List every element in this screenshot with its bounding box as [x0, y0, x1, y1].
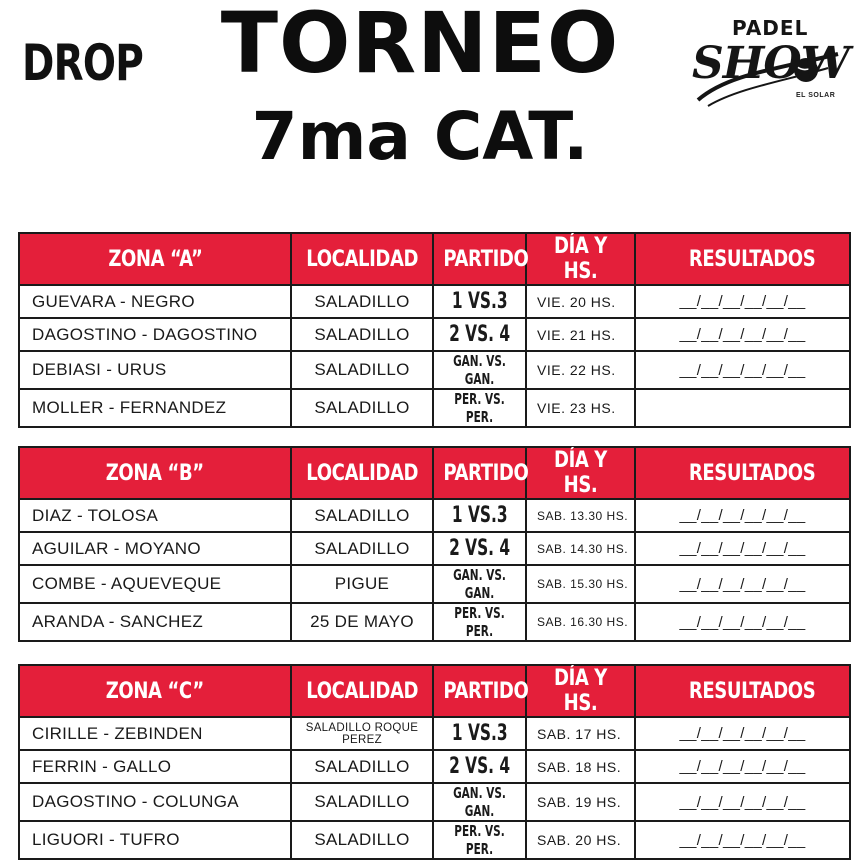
locality-cell: SALADILLO: [291, 783, 433, 821]
team-cell: CIRILLE - ZEBINDEN: [19, 717, 291, 750]
localidad-header: [291, 665, 433, 717]
table-row: [19, 717, 850, 750]
localidad-header: [291, 233, 433, 285]
resultados-header-text: RESULTADOS: [688, 460, 816, 486]
zone-name-header-text: ZONA “B”: [106, 460, 204, 486]
locality-cell: SALADILLO ROQUE PEREZ: [291, 717, 433, 750]
table-row: [19, 565, 850, 603]
result-cell: __/__/__/__/__/__: [635, 565, 850, 603]
day-cell: VIE. 22 HS.: [526, 351, 635, 389]
match-text: GAN. VS. GAN.: [453, 566, 506, 602]
locality-cell: PIGUE: [291, 565, 433, 603]
result-cell: __/__/__/__/__/__: [635, 318, 850, 351]
partido-header: [433, 665, 529, 717]
team-cell: AGUILAR - MOYANO: [19, 532, 291, 565]
table-row: [19, 783, 850, 821]
resultados-header-text: RESULTADOS: [688, 246, 816, 272]
match-text: 1 VS.3: [451, 721, 508, 746]
localidad-header: [291, 447, 433, 499]
resultados-header-text: RESULTADOS: [688, 678, 816, 704]
locality-cell: SALADILLO: [291, 318, 433, 351]
resultados-header: [635, 665, 850, 717]
day-cell: SAB. 14.30 HS.: [526, 532, 635, 565]
day-cell: SAB. 16.30 HS.: [526, 603, 635, 641]
result-cell: __/__/__/__/__/__: [635, 532, 850, 565]
match-text: 2 VS. 4: [448, 754, 511, 779]
resultados-header: [635, 233, 850, 285]
dia-header: [526, 233, 635, 285]
match-cell: [433, 717, 526, 750]
match-text: 2 VS. 4: [448, 536, 511, 561]
match-text: PER. VS. PER.: [454, 604, 505, 640]
table-row: [19, 318, 850, 351]
zone-table: [18, 232, 851, 428]
partido-header-text: PARTIDO: [443, 460, 529, 486]
table-row: [19, 351, 850, 389]
zone-header-row: [19, 447, 850, 499]
match-text: PER. VS. PER.: [454, 822, 505, 858]
team-cell: LIGUORI - TUFRO: [19, 821, 291, 859]
result-cell: __/__/__/__/__/__: [635, 351, 850, 389]
match-cell: [433, 603, 526, 641]
day-cell: SAB. 19 HS.: [526, 783, 635, 821]
result-cell: __/__/__/__/__/__: [635, 783, 850, 821]
poster-header: [0, 0, 860, 200]
table-row: [19, 499, 850, 532]
match-cell: [433, 285, 526, 318]
resultados-header: [635, 447, 850, 499]
team-cell: GUEVARA - NEGRO: [19, 285, 291, 318]
table-row: [19, 389, 850, 427]
result-cell: __/__/__/__/__/__: [635, 603, 850, 641]
match-cell: [433, 351, 526, 389]
result-cell: __/__/__/__/__/__: [635, 285, 850, 318]
logo-sub-text: EL SOLAR: [796, 92, 836, 99]
page-title: TORNEO: [220, 0, 620, 92]
zone-header-row: [19, 665, 850, 717]
result-cell: __/__/__/__/__/__: [635, 499, 850, 532]
partido-header: [433, 447, 529, 499]
locality-cell: SALADILLO: [291, 351, 433, 389]
match-text: 2 VS. 4: [448, 322, 511, 347]
table-row: [19, 532, 850, 565]
team-cell: MOLLER - FERNANDEZ: [19, 389, 291, 427]
team-cell: DAGOSTINO - COLUNGA: [19, 783, 291, 821]
dia-header: [526, 447, 635, 499]
dia-header-text: DÍA Y HS.: [554, 448, 607, 498]
match-cell: [433, 821, 526, 859]
team-cell: FERRIN - GALLO: [19, 750, 291, 783]
match-cell: [433, 318, 526, 351]
table-row: [19, 750, 850, 783]
match-cell: [433, 499, 526, 532]
localidad-header-text: LOCALIDAD: [306, 246, 418, 272]
match-cell: [433, 783, 526, 821]
day-cell: VIE. 21 HS.: [526, 318, 635, 351]
dia-header-text: DÍA Y HS.: [554, 666, 607, 716]
locality-cell: SALADILLO: [291, 389, 433, 427]
zone-name-header: [19, 665, 291, 717]
match-text: GAN. VS. GAN.: [453, 352, 506, 388]
match-text: GAN. VS. GAN.: [453, 784, 506, 820]
zone-table: [18, 664, 851, 860]
match-text: 1 VS.3: [451, 503, 508, 528]
table-row: [19, 285, 850, 318]
padel-show-logo: [688, 14, 848, 114]
category-title: 7ma CAT.: [251, 98, 589, 175]
team-cell: DEBIASI - URUS: [19, 351, 291, 389]
zone-name-header-text: ZONA “C”: [105, 678, 205, 704]
team-cell: COMBE - AQUEVEQUE: [19, 565, 291, 603]
localidad-header-text: LOCALIDAD: [306, 460, 418, 486]
logo-padel-text: PADEL: [732, 16, 809, 40]
day-cell: SAB. 13.30 HS.: [526, 499, 635, 532]
table-row: [19, 821, 850, 859]
locality-cell: SALADILLO: [291, 821, 433, 859]
locality-cell: SALADILLO: [291, 532, 433, 565]
match-cell: [433, 565, 526, 603]
team-cell: DAGOSTINO - DAGOSTINO: [19, 318, 291, 351]
match-text: PER. VS. PER.: [454, 390, 505, 426]
day-cell: SAB. 20 HS.: [526, 821, 635, 859]
zone-header-row: [19, 233, 850, 285]
result-cell: __/__/__/__/__/__: [635, 750, 850, 783]
drop-label: DROP: [22, 34, 144, 92]
day-cell: VIE. 20 HS.: [526, 285, 635, 318]
locality-cell: SALADILLO: [291, 285, 433, 318]
locality-cell: SALADILLO: [291, 499, 433, 532]
locality-cell: 25 DE MAYO: [291, 603, 433, 641]
zone-table: [18, 446, 851, 642]
match-cell: [433, 389, 526, 427]
dia-header: [526, 665, 635, 717]
team-cell: DIAZ - TOLOSA: [19, 499, 291, 532]
partido-header: [433, 233, 529, 285]
zone-name-header: [19, 447, 291, 499]
logo-show-text: SHOW: [692, 38, 850, 89]
day-cell: SAB. 15.30 HS.: [526, 565, 635, 603]
match-cell: [433, 532, 526, 565]
match-text: 1 VS.3: [451, 289, 508, 314]
zone-name-header-text: ZONA “A”: [107, 246, 203, 272]
locality-cell: SALADILLO: [291, 750, 433, 783]
match-cell: [433, 750, 526, 783]
table-row: [19, 603, 850, 641]
day-cell: SAB. 17 HS.: [526, 717, 635, 750]
result-cell: [635, 389, 850, 427]
partido-header-text: PARTIDO: [443, 246, 529, 272]
dia-header-text: DÍA Y HS.: [554, 234, 607, 284]
partido-header-text: PARTIDO: [443, 678, 529, 704]
result-cell: __/__/__/__/__/__: [635, 717, 850, 750]
localidad-header-text: LOCALIDAD: [306, 678, 418, 704]
day-cell: VIE. 23 HS.: [526, 389, 635, 427]
team-cell: ARANDA - SANCHEZ: [19, 603, 291, 641]
day-cell: SAB. 18 HS.: [526, 750, 635, 783]
result-cell: __/__/__/__/__/__: [635, 821, 850, 859]
zone-name-header: [19, 233, 291, 285]
